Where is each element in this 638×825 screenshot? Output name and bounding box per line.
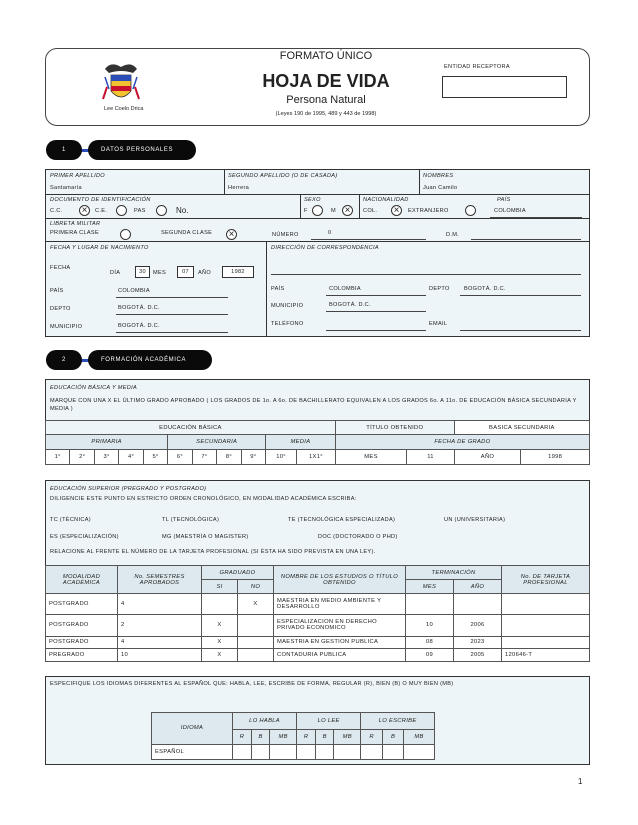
grade-cell[interactable]: 9° [241,449,265,464]
col-label: COL. [363,208,378,214]
first-surname-label: PRIMER APELLIDO [50,173,105,179]
address-label: DIRECCIÓN DE CORRESPONDENCIA [271,245,379,251]
row-study-name[interactable]: MAESTRIA EN GESTION PUBLICA [274,636,406,649]
col-b: B [316,730,334,744]
coat-of-arms-icon [101,59,141,109]
col-termination: TERMINACIÓN [406,566,502,580]
military-number-value[interactable]: 0 [328,230,332,236]
header-box [45,48,590,126]
row-no[interactable] [238,649,274,662]
col-lee: LO LEE [297,713,361,730]
basic-instructions: MARQUE CON UNA X EL ÚLTIMO GRADO APROBADO ( LOS GRADOS DE 1o. A 6o. DE BACHILLERATO EQUIVALEN A LOS GRADOS 6o. A 11o. DE EDUCACIÓN BÁSICA SECUNDARIA Y MEDIA ) [50,398,577,412]
row-si[interactable]: X [202,649,238,662]
row-modality[interactable]: POSTGRADO [46,615,118,636]
modality-tc: TC (TÉCNICA) [50,517,91,523]
grad-year-label: AÑO [454,449,520,464]
title-obtained-value[interactable]: BASICA SECUNDARIA [454,421,589,435]
row-card[interactable] [502,615,590,636]
sex-f-radio[interactable] [312,205,323,216]
languages-instructions: ESPECIFIQUE LOS IDIOMAS DIFERENTES AL ESPAÑOL QUE: HABLA, LEE, ESCRIBE DE FORMA, REGULAR (R), BIEN (B) O MUY BIEN (MB) [50,681,454,687]
laws-note: (Leyes 190 de 1995, 489 y 443 de 1998) [275,111,377,117]
page-number: 1 [578,777,583,786]
col-r: R [297,730,316,744]
row-semesters[interactable]: 4 [118,594,202,615]
sex-f-label: F [304,208,308,214]
military-row [46,219,589,242]
secundaria-header: SECUNDARIA [168,435,266,449]
date-label: FECHA [50,265,71,271]
row-no[interactable]: X [238,594,274,615]
email-field[interactable] [460,330,581,331]
second-surname-value[interactable]: Herrera [228,185,250,191]
pas-label: PAS [134,208,146,214]
row-year[interactable] [454,594,502,615]
row-card[interactable] [502,636,590,649]
row-study-name[interactable]: CONTADURIA PUBLICA [274,649,406,662]
row-month[interactable]: 10 [406,615,454,636]
second-class-radio-checked[interactable]: × [226,229,237,240]
names-label: NOMBRES [423,173,454,179]
grade-cell[interactable]: 5° [143,449,167,464]
languages-table [151,712,435,760]
row-year[interactable]: 2006 [454,615,502,636]
military-number-label: NÚMERO [272,232,299,238]
modality-te: TE (TECNOLÓGICA ESPECIALIZADA) [288,517,396,523]
year-input[interactable]: 1982 [222,266,254,278]
row-month[interactable] [406,594,454,615]
col-mb: MB [404,730,435,744]
phone-field[interactable] [326,330,426,331]
id-row [46,195,589,219]
address-country-value[interactable]: COLOMBIA [329,286,361,292]
lang-cell[interactable] [233,744,252,759]
grade-cell[interactable]: 1X1° [297,449,336,464]
entity-input[interactable] [442,76,567,98]
row-year[interactable]: 2005 [454,649,502,662]
modality-tl: TL (TECNOLÓGICA) [162,517,220,523]
phone-label: TELÉFONO [271,321,304,327]
personal-data-box [45,169,590,337]
lang-cell[interactable] [316,744,334,759]
col-graduated: GRADUADO [202,566,274,580]
foreign-radio[interactable] [465,205,476,216]
col-card: No. DE TARJETA PROFESIONAL [502,566,590,594]
higher-education-table [45,565,590,662]
basic-education-table [45,420,590,465]
section2-number-pill: 2 [46,350,82,370]
row-card[interactable] [502,594,590,615]
col-radio-checked[interactable]: × [391,205,402,216]
sex-m-radio-checked[interactable]: × [342,205,353,216]
address-country-label: PAÍS [271,286,285,292]
names-row [46,170,589,195]
table-row [46,615,590,636]
row-si[interactable] [202,594,238,615]
modality-un: UN (UNIVERSITARIA) [444,517,506,523]
birth-depto-value[interactable]: BOGOTÁ. D.C. [118,305,160,311]
table-row [46,636,590,649]
grade-cell[interactable]: 8° [217,449,241,464]
table-row [46,594,590,615]
row-no[interactable] [238,636,274,649]
email-label: EMAIL [429,321,448,327]
sex-m-label: M [331,208,336,214]
ce-radio[interactable] [116,205,127,216]
col-modality: MODALIDAD ACADÉMICA [46,566,118,594]
ce-label: C.E. [95,208,108,214]
language-name[interactable]: ESPAÑOL [152,744,233,759]
row-modality[interactable]: POSTGRADO [46,594,118,615]
grade-cell[interactable]: 10° [266,449,297,464]
media-header: MEDIA [266,435,336,449]
lang-cell[interactable] [382,744,403,759]
country-value[interactable]: COLOMBIA [494,208,526,214]
row-modality[interactable]: POSTGRADO [46,636,118,649]
row-modality[interactable]: PREGRADO [46,649,118,662]
higher-title: EDUCACIÓN SUPERIOR (PREGRADO Y POSTGRADO) [50,486,207,492]
row-semesters[interactable]: 4 [118,636,202,649]
grade-cell[interactable]: 2° [70,449,94,464]
id-no-label: No. [176,206,189,215]
dm-label: D.M. [446,232,460,238]
year-label: AÑO [198,270,212,276]
col-term-month: MES [406,580,454,594]
pas-radio[interactable] [156,205,167,216]
cc-radio-checked[interactable]: × [79,205,90,216]
grad-date-header: FECHA DE GRADO [335,435,589,449]
col-b: B [251,730,269,744]
modality-doc: DOC (DOCTORADO O PHD) [318,534,398,540]
row-year[interactable]: 2023 [454,636,502,649]
month-label: MES [153,270,167,276]
row-no[interactable] [238,615,274,636]
row-si[interactable]: X [202,636,238,649]
primaria-header: PRIMARIA [46,435,168,449]
first-class-radio[interactable] [120,229,131,240]
col-mb: MB [334,730,361,744]
lang-cell[interactable] [404,744,435,759]
seal-caption: Lee Coelo Drica [104,106,144,112]
country-label: PAÍS [497,197,511,203]
col-r: R [233,730,252,744]
page-subtitle: Persona Natural [286,94,366,106]
birth-label: FECHA Y LUGAR DE NACIMIENTO [50,245,149,251]
address-depto-value[interactable]: BOGOTÁ. D.C. [464,286,506,292]
col-escribe: LO ESCRIBE [361,713,435,730]
row-study-name[interactable]: ESPECIALIZACION EN DERECHO PRIVADO ECONOMICO [274,615,406,636]
address-municipio-label: MUNICIPIO [271,303,304,309]
first-surname-value[interactable]: Santamaría [50,185,82,191]
row-semesters[interactable]: 10 [118,649,202,662]
day-label: DÍA [110,270,121,276]
grad-year-value[interactable]: 1998 [521,449,590,464]
col-idioma: IDIOMA [152,713,233,745]
id-doc-label: DOCUMENTO DE IDENTIFICACIÓN [50,197,151,203]
military-label: LIBRETA MILITAR [50,221,101,227]
birth-country-label: PAÍS [50,288,64,294]
table-row [46,649,590,662]
col-si: SI [202,580,238,594]
grad-month-label: MES [335,449,406,464]
grad-month-value[interactable]: 11 [407,449,455,464]
col-no: NO [238,580,274,594]
lang-cell[interactable] [251,744,269,759]
names-value[interactable]: Juan Camilo [423,185,458,191]
modality-es: ES (ESPECIALIZACIÓN) [50,534,119,540]
birth-municipio-value[interactable]: BOGOTÁ. D.C. [118,323,160,329]
row-semesters[interactable]: 2 [118,615,202,636]
col-term-year: AÑO [454,580,502,594]
col-r: R [361,730,383,744]
birth-depto-label: DEPTO [50,306,71,312]
nationality-label: NACIONALIDAD [363,197,409,203]
grade-cell[interactable]: 3° [94,449,118,464]
title-obtained-header: TÍTULO OBTENIDO [335,421,454,435]
higher-instructions: DILIGENCIE ESTE PUNTO EN ESTRICTO ORDEN CRONOLÓGICO, EN MODALIDAD ACADÉMICA ESCRIBA: [50,496,357,502]
grade-cell[interactable]: 1° [46,449,70,464]
section1-title-pill: DATOS PERSONALES [88,140,196,160]
table-row [152,744,435,759]
grade-cell[interactable]: 7° [192,449,216,464]
second-class-label: SEGUNDA CLASE [161,230,213,236]
section2-title-pill: FORMACIÓN ACADÉMICA [88,350,212,370]
foreign-label: EXTRANJERO [408,208,449,214]
row-si[interactable]: X [202,615,238,636]
page-title: HOJA DE VIDA [262,71,390,91]
month-input[interactable]: 07 [177,266,194,278]
modality-mg: MG (MAESTRÍA O MAGISTER) [162,534,249,540]
col-habla: LO HABLA [233,713,297,730]
section1-number-pill: 1 [46,140,82,160]
lang-cell[interactable] [361,744,383,759]
second-surname-label: SEGUNDO APELLIDO (O DE CASADA) [228,173,338,179]
col-study-name: NOMBRE DE LOS ESTUDIOS O TÍTULO OBTENIDO [274,566,406,594]
row-study-name[interactable]: MAESTRIA EN MEDIO AMBIENTE Y DESARROLLO [274,594,406,615]
cc-label: C.C. [50,208,63,214]
basic-title: EDUCACIÓN BÁSICA Y MEDIA [50,385,137,391]
grade-cell[interactable]: 4° [119,449,143,464]
col-mb: MB [270,730,297,744]
col-semesters: No. SEMESTRES APROBADOS [118,566,202,594]
lang-cell[interactable] [334,744,361,759]
entity-label: ENTIDAD RECEPTORA [444,64,510,70]
format-label: FORMATO ÚNICO [279,50,373,62]
day-input[interactable]: 30 [135,266,150,278]
row-month[interactable]: 09 [406,649,454,662]
col-b: B [382,730,403,744]
lang-cell[interactable] [270,744,297,759]
row-month[interactable]: 08 [406,636,454,649]
basic-ed-header: EDUCACIÓN BÁSICA [46,421,336,435]
sex-label: SEXO [304,197,321,203]
first-class-label: PRIMERA CLASE [50,230,99,236]
address-depto-label: DEPTO [429,286,450,292]
row-card[interactable]: 120646-T [502,649,590,662]
grade-cell[interactable]: 6° [168,449,192,464]
lang-cell[interactable] [297,744,316,759]
birth-municipio-label: MUNICIPIO [50,324,83,330]
address-municipio-value[interactable]: BOGOTÁ. D.C. [329,302,371,308]
relation-note: RELACIONE AL FRENTE EL NÚMERO DE LA TARJETA PROFESIONAL (SI ÉSTA HA SIDO PREVISTA EN UNA LEY). [50,549,376,555]
birth-country-value[interactable]: COLOMBIA [118,288,150,294]
